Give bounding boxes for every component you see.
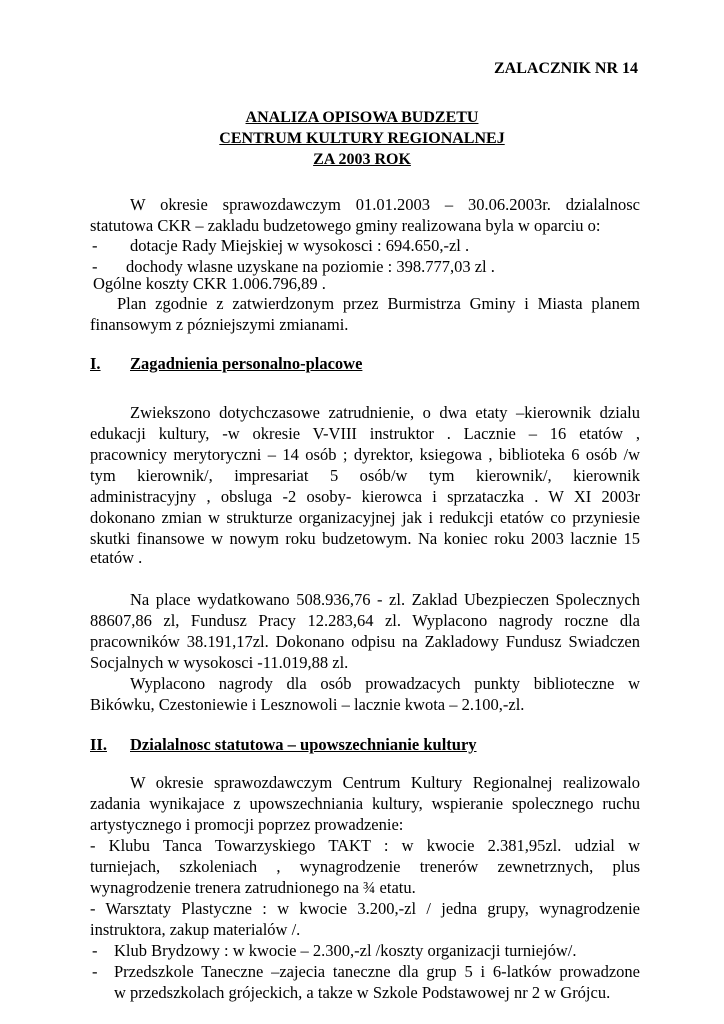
bullet-dash: - [92,962,98,981]
paragraph-line: pracowników 38.191,17zl. Dokonano odpisu na Zakladowy Fundusz Swiadczen [90,632,640,651]
paragraph-line: 88607,86 zl, Fundusz Pracy 12.283,64 zl. Wyplacono nagrody roczne dla [90,611,640,630]
intro-text: Plan zgodnie z zatwierdzonym przez Burmistrza Gminy i Miasta planem [117,294,640,313]
bullet-dash: - [92,257,98,276]
activity-item: w przedszkolach grójeckich, a takze w Szkole Podstawowej nr 2 w Grójcu. [114,983,611,1002]
activity-item: Przedszkole Taneczne –zajecia taneczne dla grup 5 i 6-latków prowadzone [114,962,640,981]
activity-item: wynagrodzenie trenera zatrudnionego na ¾ etatu. [90,878,416,897]
activity-item: Klub Brydzowy : w kwocie – 2.300,-zl /koszty organizacji turniejów/. [114,941,577,960]
section-number: II. [90,735,107,754]
title-line-2: CENTRUM KULTURY REGIONALNEJ [219,130,505,147]
intro-text: finansowym z pózniejszymi zmianami. [90,315,349,334]
section-title: Zagadnienia personalno-placowe [130,354,363,373]
attachment-label: ZALACZNIK NR 14 [494,60,639,77]
total-costs: Ogólne koszty CKR 1.006.796,89 . [93,274,326,293]
section-title: Dzialalnosc statutowa – upowszechnianie kultury [130,735,477,754]
section-number: I. [90,354,101,373]
intro-text: W okresie sprawozdawczym 01.01.2003 – 30.06.2003r. dzialalnosc [130,195,640,214]
paragraph-line: dokonano zmian w strukturze organizacyjnej jak i redukcji etatów co przyniesie [90,508,640,527]
paragraph-line: administracyjny , obsluga -2 osoby- kierowca i sprzataczka . W XI 2003r [90,487,640,506]
activity-item: - Warsztaty Plastyczne : w kwocie 3.200,-zl / jedna grupy, wynagrodzenie [90,899,640,918]
paragraph-line: Socjalnych w wysokosci -11.019,88 zl. [90,653,349,672]
intro-text: statutowa CKR – zakladu budzetowego gminy realizowana byla w oparciu o: [90,216,601,235]
paragraph-line: Zwiekszono dotychczasowe zatrudnienie, o dwa etaty –kierownik dzialu [130,403,640,422]
paragraph-line: Wyplacono nagrody dla osób prowadzacych punkty biblioteczne w [130,674,640,693]
paragraph-line: Bikówku, Czestoniewie i Lesznowoli – lacznie kwota – 2.100,-zl. [90,695,525,714]
paragraph-line: pracownicy merytoryczni – 14 osób ; dyrektor, ksiegowa , biblioteka 6 osób /w [90,445,640,464]
activity-item: - Klubu Tanca Towarzyskiego TAKT : w kwocie 2.381,95zl. udzial w [90,836,640,855]
paragraph-line: Na place wydatkowano 508.936,76 - zl. Zaklad Ubezpieczen Spolecznych [130,590,640,609]
activity-item: instruktora, zakup materialów /. [90,920,301,939]
paragraph-line: W okresie sprawozdawczym Centrum Kultury Regionalnej realizowalo [130,773,640,792]
paragraph-line: edukacji kultury, -w okresie V-VIII instruktor . Lacznie – 16 etatów , [90,424,640,443]
activity-item: turniejach, szkoleniach , wynagrodzenie trenerów zewnetrznych, plus [90,857,640,876]
paragraph-line: skutki finansowe w nowym roku budzetowym. Na koniec roku 2003 lacznie 15 [90,529,640,548]
bullet-dash: - [92,941,98,960]
paragraph-line: etatów . [90,548,143,567]
funding-item: dotacje Rady Miejskiej w wysokosci : 694.650,-zl . [130,236,470,255]
title-line-1: ANALIZA OPISOWA BUDZETU [245,109,479,126]
paragraph-line: tym kierownik/, impresariat 5 osób/w tym kierownik/, kierownik [90,466,640,485]
bullet-dash: - [92,236,98,255]
title-line-3: ZA 2003 ROK [313,151,411,168]
paragraph-line: artystycznego i promocji poprzez prowadzenie: [90,815,404,834]
paragraph-line: zadania wynikajace z upowszechniania kultury, wspieranie spolecznego ruchu [90,794,640,813]
funding-item: dochody wlasne uzyskane na poziomie : 398.777,03 zl . [126,257,495,276]
